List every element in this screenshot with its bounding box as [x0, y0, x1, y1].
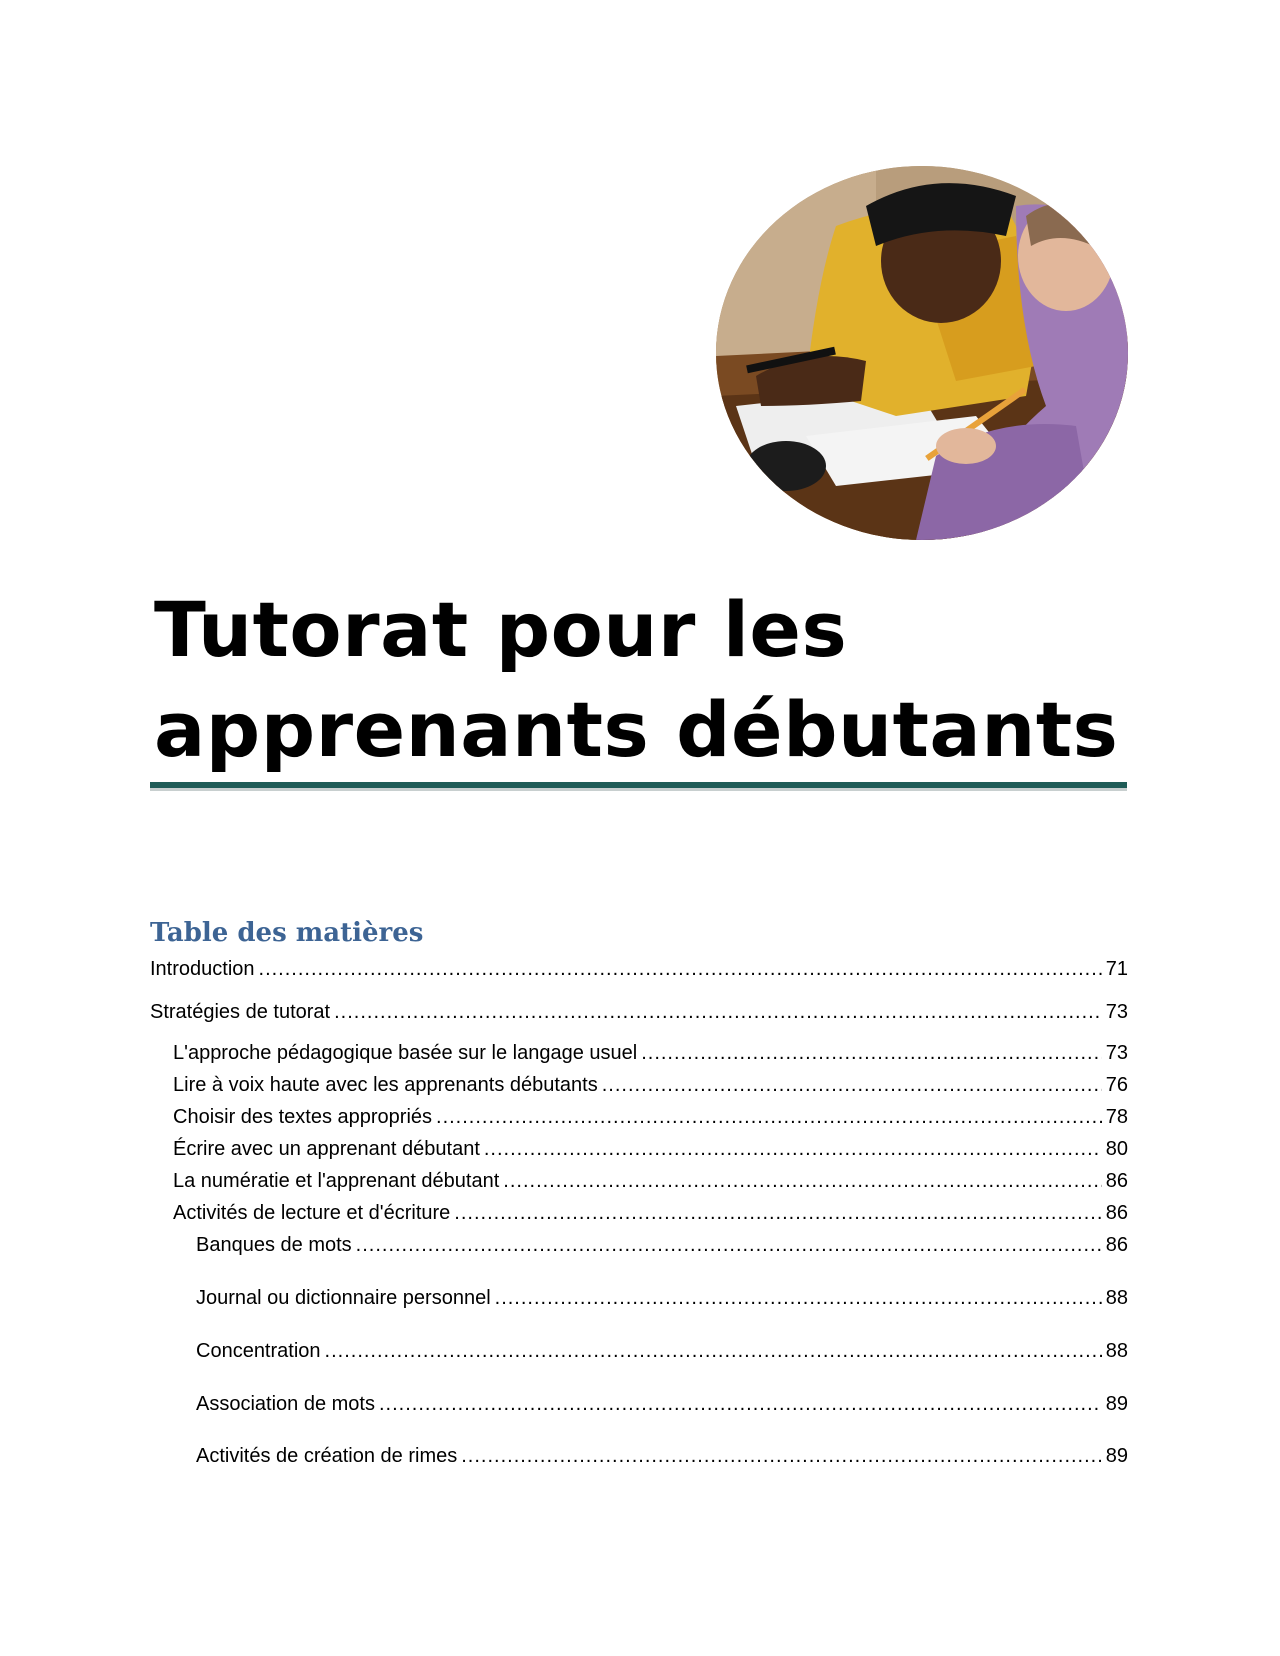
toc-entry[interactable]: [173, 1106, 1128, 1136]
toc-leader-dots: [503, 1170, 1101, 1193]
toc-entry-page: 89: [1105, 1445, 1128, 1467]
toc-entry-page: 71: [1105, 958, 1128, 980]
toc-leader-dots: [602, 1074, 1102, 1097]
tutoring-photo-icon: [716, 166, 1128, 540]
toc-entry-label: Banques de mots: [196, 1234, 352, 1256]
title-line-1: Tutorat pour les: [154, 585, 848, 674]
toc-leader-dots: [461, 1445, 1102, 1468]
toc-entry-page: 86: [1105, 1202, 1128, 1224]
toc-entry-label: Activités de lecture et d'écriture: [173, 1202, 451, 1224]
toc-entry[interactable]: [196, 1234, 1128, 1264]
toc-entry[interactable]: [173, 1202, 1128, 1232]
toc-entry-label: Concentration: [196, 1340, 321, 1362]
document-title: [154, 580, 1144, 780]
toc-leader-dots: [484, 1138, 1102, 1161]
toc-entry-label: Écrire avec un apprenant débutant: [173, 1138, 480, 1160]
toc-entry-label: Introduction: [150, 958, 255, 980]
toc-entry-page: 88: [1105, 1340, 1128, 1362]
toc-entry-page: 86: [1105, 1170, 1128, 1192]
toc-entry-label: Journal ou dictionnaire personnel: [196, 1287, 491, 1309]
toc-entry-page: 88: [1105, 1287, 1128, 1309]
toc-entry-label: L'approche pédagogique basée sur le langage usuel: [173, 1042, 638, 1064]
toc-entry-page: 86: [1105, 1234, 1128, 1256]
toc-entry-label: Choisir des textes appropriés: [173, 1106, 433, 1128]
toc-entry-label: Association de mots: [196, 1393, 375, 1415]
toc-leader-dots: [325, 1340, 1102, 1363]
toc-entry-label: La numératie et l'apprenant débutant: [173, 1170, 500, 1192]
toc-leader-dots: [495, 1287, 1102, 1310]
toc-heading: Table des matières: [150, 918, 424, 948]
toc-entry-page: 73: [1105, 1001, 1128, 1023]
toc-entry[interactable]: [173, 1170, 1128, 1200]
toc-leader-dots: [379, 1393, 1102, 1416]
toc-entry-page: 76: [1105, 1074, 1128, 1096]
toc-entry[interactable]: [150, 1001, 1128, 1031]
toc-leader-dots: [436, 1106, 1102, 1129]
toc-leader-dots: [454, 1202, 1101, 1225]
toc-entry[interactable]: [173, 1042, 1128, 1072]
toc-entry[interactable]: [196, 1393, 1128, 1423]
toc-entry-page: 89: [1105, 1393, 1128, 1415]
toc-entry[interactable]: [196, 1287, 1128, 1317]
toc-entry-page: 80: [1105, 1138, 1128, 1160]
toc-entry-label: Lire à voix haute avec les apprenants débutants: [173, 1074, 598, 1096]
toc-leader-dots: [356, 1234, 1102, 1257]
toc-entry[interactable]: [196, 1340, 1128, 1370]
toc-entry-label: Activités de création de rimes: [196, 1445, 458, 1467]
toc-entry[interactable]: [196, 1445, 1128, 1475]
toc-entry-page: 73: [1105, 1042, 1128, 1064]
toc-entry[interactable]: [173, 1138, 1128, 1168]
title-line-2: apprenants débutants: [154, 685, 1119, 774]
toc-leader-dots: [334, 1001, 1102, 1024]
toc-entry[interactable]: [173, 1074, 1128, 1104]
title-divider: [150, 782, 1127, 788]
toc-leader-dots: [259, 958, 1102, 981]
toc-leader-dots: [641, 1042, 1102, 1065]
toc-entry[interactable]: [150, 958, 1128, 988]
toc-entry-page: 78: [1105, 1106, 1128, 1128]
toc-entry-label: Stratégies de tutorat: [150, 1001, 331, 1023]
